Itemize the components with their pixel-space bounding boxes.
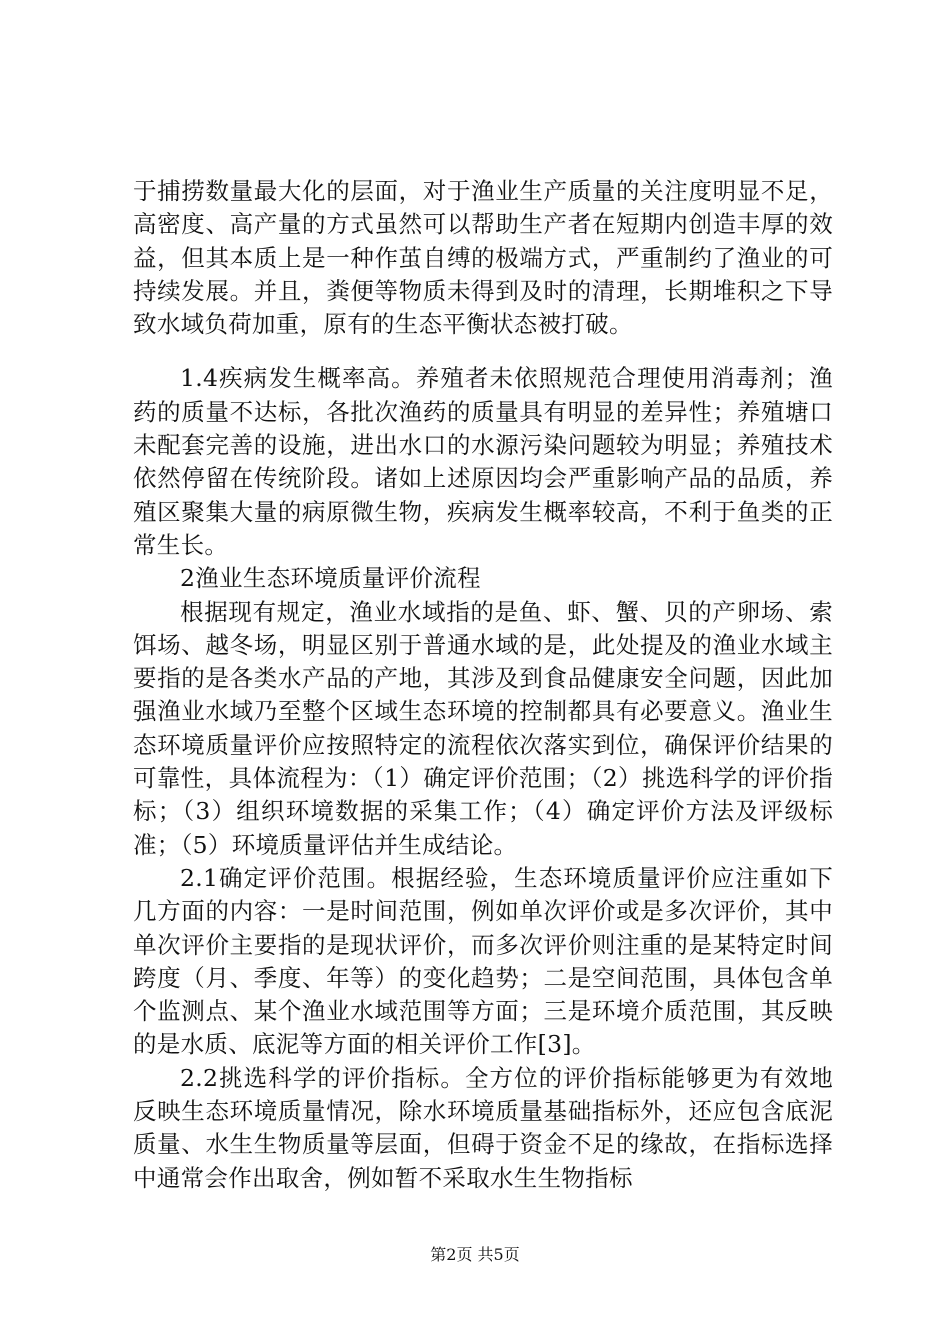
paragraph-continuation: 于捕捞数量最大化的层面，对于渔业生产质量的关注度明显不足，高密度、高产量的方式虽然可以帮助生产者在短期内创造丰厚的效益，但其本质上是一种作茧自缚的极端方式，严重制约了渔业的可持续发展。并且，粪便等物质未得到及时的清理，长期堆积之下导致水域负荷加重，原有的生态平衡状态被打破。 (133, 177, 833, 339)
page-footer: 第2页 共5页 (430, 1245, 520, 1264)
paragraph-2-2: 2.2挑选科学的评价指标。全方位的评价指标能够更为有效地反映生态环境质量情况，除水环境质量基础指标外，还应包含底泥质量、水生生物质量等层面，但碍于资金不足的缘故，在指标选择中通常会作出取舍，例如暂不采取水生生物指标 (133, 1063, 833, 1192)
document-body (133, 175, 833, 1195)
paragraph-1-4: 1.4疾病发生概率高。养殖者未依照规范合理使用消毒剂；渔药的质量不达标，各批次渔药的质量具有明显的差异性；养殖塘口未配套完善的设施，进出水口的水源污染问题较为明显；养殖技术依然停留在传统阶段。诸如上述原因均会严重影响产品的品质，养殖区聚集大量的病原微生物，疾病发生概率较高，不利于鱼类的正常生长。 (133, 364, 833, 559)
section-heading-2: 2渔业生态环境质量评价流程 (180, 564, 481, 593)
paragraph-2-intro: 根据现有规定，渔业水域指的是鱼、虾、蟹、贝的产卵场、索饵场、越冬场，明显区别于普通水域的是，此处提及的渔业水域主要指的是各类水产品的产地，其涉及到食品健康安全问题，因此加强渔业水域乃至整个区域生态环境的控制都具有必要意义。渔业生态环境质量评价应按照特定的流程依次落实到位，确保评价结果的可靠性，具体流程为：（1）确定评价范围；（2）挑选科学的评价指标；（3）组织环境数据的采集工作；（4）确定评价方法及评级标准；（5）环境质量评估并生成结论。 (133, 597, 833, 859)
paragraph-2-1: 2.1确定评价范围。根据经验，生态环境质量评价应注重如下几方面的内容：一是时间范围，例如单次评价或是多次评价，其中单次评价主要指的是现状评价，而多次评价则注重的是某特定时间跨度（月、季度、年等）的变化趋势；二是空间范围，具体包含单个监测点、某个渔业水域范围等方面；三是环境介质范围，其反映的是水质、底泥等方面的相关评价工作[3]。 (133, 863, 833, 1059)
